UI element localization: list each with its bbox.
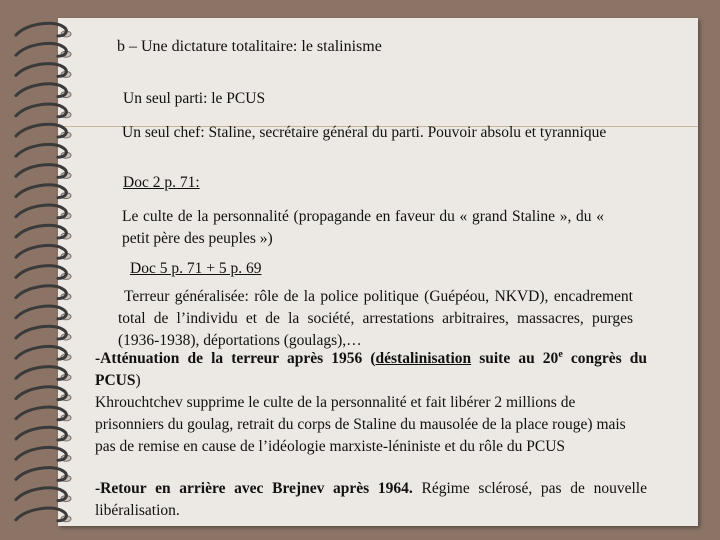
destalinisation-term: déstalinisation: [375, 350, 472, 367]
brezhnev-normal: Régime sclérosé, pas de nouvelle libéralisation.: [95, 480, 647, 519]
paragraph-personality-cult: Le culte de la personnalité (propagande en faveur du « grand Staline », du « petit père des peuples »): [122, 208, 604, 247]
paragraph-khrushchev: Khrouchtchev supprime le culte de la personnalité et fait libérer 2 millions de prisonniers du goulag, retrait du corps de Staline du mausolée de la place rouge) mais pas de remise en cause de l’idéologie marxiste-léniniste et du rôle du PCUS: [95, 394, 626, 455]
attenuation-bold-end: congrès du PCUS: [95, 350, 648, 389]
section-title: b – Une dictature totalitaire: le stalinisme: [117, 38, 382, 55]
doc-reference-2: Doc 5 p. 71 + 5 p. 69: [130, 260, 262, 277]
paragraph-single-party: Un seul parti: le PCUS: [123, 90, 266, 107]
brezhnev-bold: -Retour en arrière avec Brejnev après 1964.: [95, 480, 413, 497]
doc-reference-1: Doc 2 p. 71:: [123, 174, 200, 191]
paragraph-brezhnev: [95, 478, 647, 522]
attenuation-bold-mid: suite au 20: [471, 350, 559, 367]
attenuation-close: ): [135, 372, 141, 389]
ordinal-suffix: e: [558, 348, 563, 360]
paragraph-terror: Terreur généralisée: rôle de la police politique (Guépéou, NKVD), encadrement total de l’individu et de la société, arrestations arbitraires, massacres, purges (1936-1938), déportations (goulags),…: [118, 288, 633, 349]
paragraph-single-leader: Un seul chef: Staline, secrétaire général du parti. Pouvoir absolu et tyrannique: [122, 124, 607, 141]
paragraph-attenuation: [95, 348, 647, 392]
attenuation-bold-start: -Atténuation de la terreur après 1956 (: [95, 350, 376, 367]
